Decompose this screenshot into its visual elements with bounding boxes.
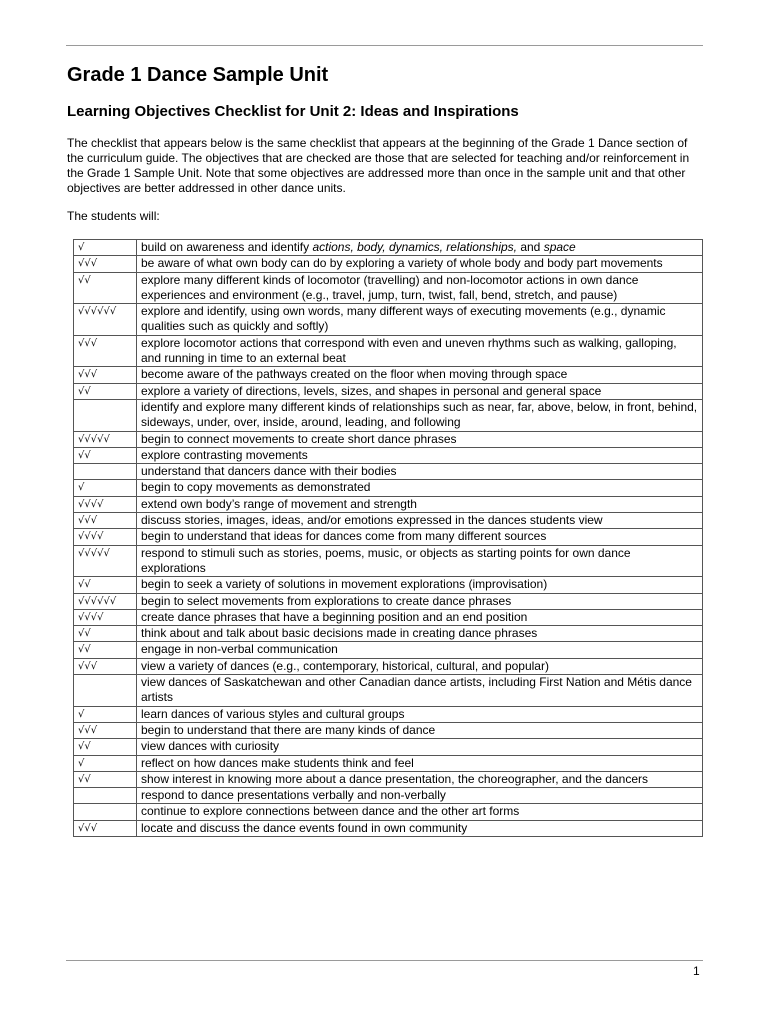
checklist-row: [74, 240, 703, 256]
check-marks: √√√√: [74, 609, 137, 625]
checklist-row: [74, 577, 703, 593]
check-marks: √: [74, 240, 137, 256]
objective-text: learn dances of various styles and cultural groups: [137, 706, 703, 722]
check-marks: √: [74, 706, 137, 722]
checklist-row: [74, 804, 703, 820]
objectives-checklist: [73, 239, 703, 837]
check-marks: [74, 804, 137, 820]
lead-text: The students will:: [67, 209, 160, 223]
check-marks: √√√: [74, 335, 137, 367]
checklist-row: [74, 529, 703, 545]
check-marks: √√√: [74, 513, 137, 529]
objective-text: continue to explore connections between dance and the other art forms: [137, 804, 703, 820]
objective-text-part: build on awareness and identify: [141, 240, 313, 254]
objective-text: reflect on how dances make students think and feel: [137, 755, 703, 771]
check-marks: √√: [74, 626, 137, 642]
checklist-row: [74, 820, 703, 836]
checklist-row: [74, 447, 703, 463]
header-rule: [66, 45, 703, 46]
objective-text: begin to understand that ideas for dances come from many different sources: [137, 529, 703, 545]
check-marks: √√√√√: [74, 431, 137, 447]
objective-text: begin to copy movements as demonstrated: [137, 480, 703, 496]
objective-text: explore locomotor actions that correspond with even and uneven rhythms such as walking, galloping, and running in time to an external beat: [137, 335, 703, 367]
checklist-row: [74, 367, 703, 383]
objective-text: respond to dance presentations verbally and non-verbally: [137, 788, 703, 804]
checklist-row: [74, 464, 703, 480]
check-marks: √√: [74, 447, 137, 463]
objective-text: respond to stimuli such as stories, poems, music, or objects as starting points for own dance explorations: [137, 545, 703, 577]
objective-text: view dances with curiosity: [137, 739, 703, 755]
objective-text: begin to select movements from explorations to create dance phrases: [137, 593, 703, 609]
checklist-row: [74, 335, 703, 367]
check-marks: [74, 399, 137, 431]
checklist-row: [74, 513, 703, 529]
objective-text: show interest in knowing more about a dance presentation, the choreographer, and the dancers: [137, 771, 703, 787]
checklist-row: [74, 256, 703, 272]
objective-italic-terms: actions, body, dynamics, relationships,: [312, 240, 517, 254]
check-marks: √: [74, 755, 137, 771]
objective-text: discuss stories, images, ideas, and/or emotions expressed in the dances students view: [137, 513, 703, 529]
checklist-row: [74, 771, 703, 787]
checklist-row: [74, 626, 703, 642]
check-marks: √√: [74, 383, 137, 399]
objective-text: be aware of what own body can do by exploring a variety of whole body and body part movements: [137, 256, 703, 272]
checklist-row: [74, 304, 703, 336]
objective-text: engage in non-verbal communication: [137, 642, 703, 658]
check-marks: √√√√: [74, 529, 137, 545]
objective-text: become aware of the pathways created on the floor when moving through space: [137, 367, 703, 383]
check-marks: [74, 464, 137, 480]
check-marks: √√√: [74, 367, 137, 383]
objective-text: think about and talk about basic decisions made in creating dance phrases: [137, 626, 703, 642]
check-marks: √√√: [74, 722, 137, 738]
check-marks: √√: [74, 577, 137, 593]
check-marks: √√: [74, 642, 137, 658]
checklist-row: [74, 788, 703, 804]
checklist-row: [74, 399, 703, 431]
checklist-row: [74, 609, 703, 625]
check-marks: √√: [74, 739, 137, 755]
objective-italic-term: space: [543, 240, 576, 254]
check-marks: √√√√√: [74, 545, 137, 577]
checklist-row: [74, 383, 703, 399]
checklist-row: [74, 658, 703, 674]
check-marks: [74, 788, 137, 804]
objective-text: explore many different kinds of locomotor (travelling) and non-locomotor actions in own dance experiences and environment (e.g., travel, jump, turn, twist, fall, bend, stretch, and pause): [137, 272, 703, 304]
checklist-row: [74, 545, 703, 577]
checklist-row: [74, 431, 703, 447]
check-marks: [74, 675, 137, 707]
objective-text: understand that dancers dance with their bodies: [137, 464, 703, 480]
checklist-row: [74, 496, 703, 512]
checklist-row: [74, 722, 703, 738]
check-marks: √√√: [74, 820, 137, 836]
check-marks: √√√√: [74, 496, 137, 512]
page-number: 1: [693, 964, 700, 978]
page-title: Grade 1 Dance Sample Unit: [67, 64, 329, 86]
objective-text: begin to connect movements to create short dance phrases: [137, 431, 703, 447]
footer-rule: [66, 960, 703, 961]
checklist-row: [74, 675, 703, 707]
objective-text: view dances of Saskatchewan and other Canadian dance artists, including First Nation and Métis dance artists: [137, 675, 703, 707]
objective-text: explore and identify, using own words, many different ways of executing movements (e.g., dynamic qualities such as quickly and softly): [137, 304, 703, 336]
check-marks: √√√: [74, 658, 137, 674]
checklist-row: [74, 480, 703, 496]
check-marks: √: [74, 480, 137, 496]
check-marks: √√√√√√: [74, 304, 137, 336]
objective-text: begin to understand that there are many kinds of dance: [137, 722, 703, 738]
checklist-row: [74, 755, 703, 771]
objective-text: begin to seek a variety of solutions in movement explorations (improvisation): [137, 577, 703, 593]
checklist-row: [74, 642, 703, 658]
objective-text: explore contrasting movements: [137, 447, 703, 463]
intro-paragraph: The checklist that appears below is the same checklist that appears at the beginning of the Grade 1 Dance section of the curriculum guide. The objectives that are checked are those that are selected for teaching and/or reinforcement in the Grade 1 Sample Unit. Note that some objectives are addressed more than once in the sample unit and that other objectives are better addressed in other dance units.: [67, 136, 690, 195]
section-subtitle: Learning Objectives Checklist for Unit 2: Ideas and Inspirations: [67, 103, 519, 120]
checklist-row: [74, 272, 703, 304]
objective-text: explore a variety of directions, levels, sizes, and shapes in personal and general space: [137, 383, 703, 399]
objective-text: extend own body’s range of movement and strength: [137, 496, 703, 512]
objective-text: identify and explore many different kinds of relationships such as near, far, above, below, in front, behind, sideways, under, over, inside, around, leading, and following: [137, 399, 703, 431]
check-marks: √√: [74, 272, 137, 304]
check-marks: √√√: [74, 256, 137, 272]
checklist-row: [74, 593, 703, 609]
check-marks: √√: [74, 771, 137, 787]
objective-text: view a variety of dances (e.g., contemporary, historical, cultural, and popular): [137, 658, 703, 674]
objective-text-part: and: [517, 240, 544, 254]
checklist-row: [74, 739, 703, 755]
objective-text: create dance phrases that have a beginning position and an end position: [137, 609, 703, 625]
objective-text: locate and discuss the dance events found in own community: [137, 820, 703, 836]
checklist-row: [74, 706, 703, 722]
check-marks: √√√√√√: [74, 593, 137, 609]
objective-text: [137, 240, 703, 256]
